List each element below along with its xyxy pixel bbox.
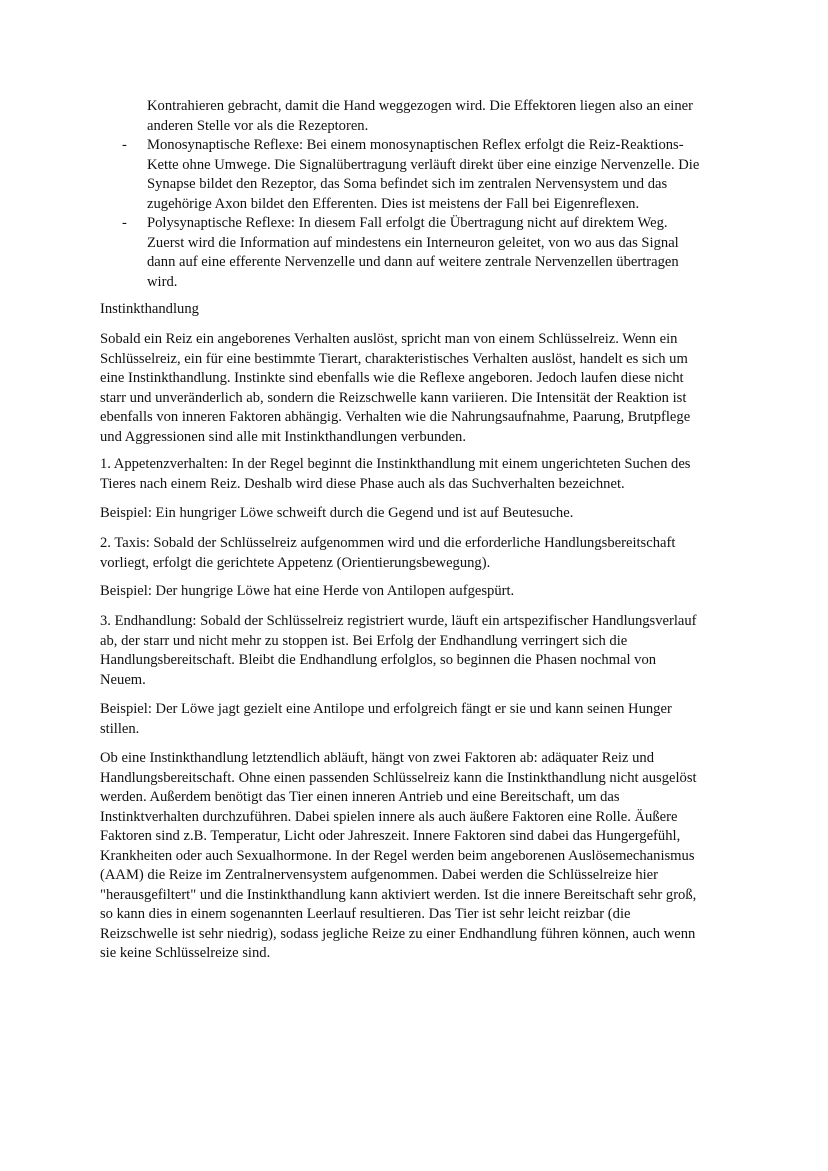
text-line: Beispiel: Der Löwe jagt gezielt eine Antilope und erfolgreich fängt er sie und kann seinen Hunger	[100, 701, 672, 717]
text-line: 3. Endhandlung: Sobald der Schlüsselreiz registriert wurde, läuft ein artspezifischer Handlungsverlauf	[100, 613, 697, 629]
text-line: Sobald ein Reiz ein angeborenes Verhalten auslöst, spricht man von einem Schlüsselreiz. Wenn ein	[100, 331, 678, 347]
paragraph-example-2	[100, 582, 514, 602]
text-line: starr und unveränderlich ab, sondern die Reizschwelle kann variieren. Die Intensität der Reaktion ist	[100, 389, 687, 406]
text-line: zugehörige Axon bildet den Efferenten. Dies ist meistens der Fall bei Eigenreflexen.	[147, 195, 640, 212]
text-line: Beispiel: Ein hungriger Löwe schweift durch die Gegend und ist auf Beutesuche.	[100, 505, 574, 521]
text-line: dann auf eine efferente Nervenzelle und dann auf weitere zentrale Nervenzellen übertragen	[147, 254, 679, 270]
paragraph-endhandlung	[100, 612, 697, 690]
text-line: so kann dies in einem sogenannten Leerlauf resultieren. Das Tier ist sehr leicht reizbar (die	[100, 906, 631, 922]
text-line: "herausgefiltert" und die Instinkthandlung kann aktiviert werden. Ist die innere Bereitschaft sehr groß,	[100, 886, 697, 903]
text-line: Ob eine Instinkthandlung letztendlich abläuft, hängt von zwei Faktoren ab: adäquater Reiz und	[100, 750, 654, 766]
text-line: Handlungsbereitschaft. Ohne einen passenden Schlüsselreiz kann die Instinkthandlung nicht ausgelöst	[100, 769, 697, 786]
text-line: wird.	[147, 273, 178, 290]
paragraph-example-1	[100, 504, 573, 524]
text-line: (AAM) die Reize im Zentralnervensystem aufgenommen. Dabei werden die Schlüsselreize hier	[100, 867, 659, 883]
text-line: und Aggressionen sind alle mit Instinkthandlungen verbunden.	[100, 428, 467, 445]
text-line: Synapse bildet den Rezeptor, das Soma befindet sich im zentralen Nervensystem und das	[147, 176, 668, 192]
text-line: Tieres nach einem Reiz. Deshalb wird diese Phase auch als das Suchverhalten bezeichnet.	[100, 475, 625, 492]
text-line: ebenfalls von inneren Faktoren abhängig. Verhalten wie die Nahrungsaufnahme, Paarung, Brutpflege	[100, 409, 691, 425]
text-line: Handlungsbereitschaft. Bleibt die Endhandlung erfolglos, so beginnen die Phasen nochmal von	[100, 652, 657, 668]
text-line: Instinktverhalten durchzuführen. Dabei spielen innere als auch äußere Faktoren eine Rolle. Äußere	[100, 808, 678, 825]
text-line: Faktoren sind z.B. Temperatur, Licht oder Jahreszeit. Innere Faktoren sind dabei das Hungergefühl,	[100, 828, 681, 844]
list-bullet: -	[122, 137, 127, 153]
section-heading: Instinkthandlung	[100, 301, 199, 317]
text-line: Krankheiten oder auch Sexualhormone. In der Regel werden beim angeborenen Auslösemechanismus	[100, 847, 695, 864]
text-line: eine Instinkthandlung. Instinkte sind ebenfalls wie die Reflexe angeboren. Jedoch laufen diese nicht	[100, 370, 684, 386]
list-continuation	[147, 97, 693, 136]
text-line: stillen.	[100, 720, 140, 737]
text-line: Neuem.	[100, 671, 146, 688]
text-line: 1. Appetenzverhalten: In der Regel beginnt die Instinkthandlung mit einem ungerichteten Suchen des	[100, 456, 691, 472]
text-line: Kontrahieren gebracht, damit die Hand weggezogen wird. Die Effektoren liegen also an einer	[147, 98, 693, 114]
paragraph-appetenz	[100, 455, 690, 494]
text-line: anderen Stelle vor als die Rezeptoren.	[147, 117, 369, 134]
text-line: Schlüsselreiz, ein für eine bestimmte Tierart, charakteristisches Verhalten auslöst, handelt es sich um	[100, 350, 688, 367]
text-line: Polysynaptische Reflexe: In diesem Fall erfolgt die Übertragung nicht auf direktem Weg.	[147, 215, 668, 231]
text-line: ab, der starr und nicht mehr zu stoppen ist. Bei Erfolg der Endhandlung verringert sich die	[100, 632, 628, 649]
text-line: vorliegt, erfolgt die gerichtete Appetenz (Orientierungsbewegung).	[100, 554, 491, 571]
list-item-polysynaptic	[122, 214, 679, 292]
text-line: Monosynaptische Reflexe: Bei einem monosynaptischen Reflex erfolgt die Reiz-Reaktions-	[147, 137, 684, 153]
paragraph-factors	[100, 749, 697, 964]
text-line: werden. Außerdem benötigt das Tier einen inneren Antrieb und eine Bereitschaft, um das	[100, 789, 620, 805]
text-line: sie keine Schlüsselreize sind.	[100, 945, 271, 961]
paragraph-example-3	[100, 700, 672, 739]
text-line: 2. Taxis: Sobald der Schlüsselreiz aufgenommen wird und die erforderliche Handlungsbereitschaft	[100, 535, 676, 551]
paragraph-taxis	[100, 534, 675, 573]
text-line: Zuerst wird die Information auf mindestens ein Interneuron geleitet, von wo aus das Signal	[147, 234, 679, 251]
list-item-monosynaptic	[122, 136, 700, 214]
paragraph-intro	[100, 330, 690, 447]
text-line: Reizschwelle ist sehr niedrig), sodass jegliche Reize zu einer Endhandlung führen können, auch wenn	[100, 925, 696, 942]
list-bullet: -	[122, 215, 127, 231]
text-line: Beispiel: Der hungrige Löwe hat eine Herde von Antilopen aufgespürt.	[100, 583, 515, 599]
text-line: Kette ohne Umwege. Die Signalübertragung verläuft direkt über eine einzige Nervenzelle. Die	[147, 156, 700, 173]
